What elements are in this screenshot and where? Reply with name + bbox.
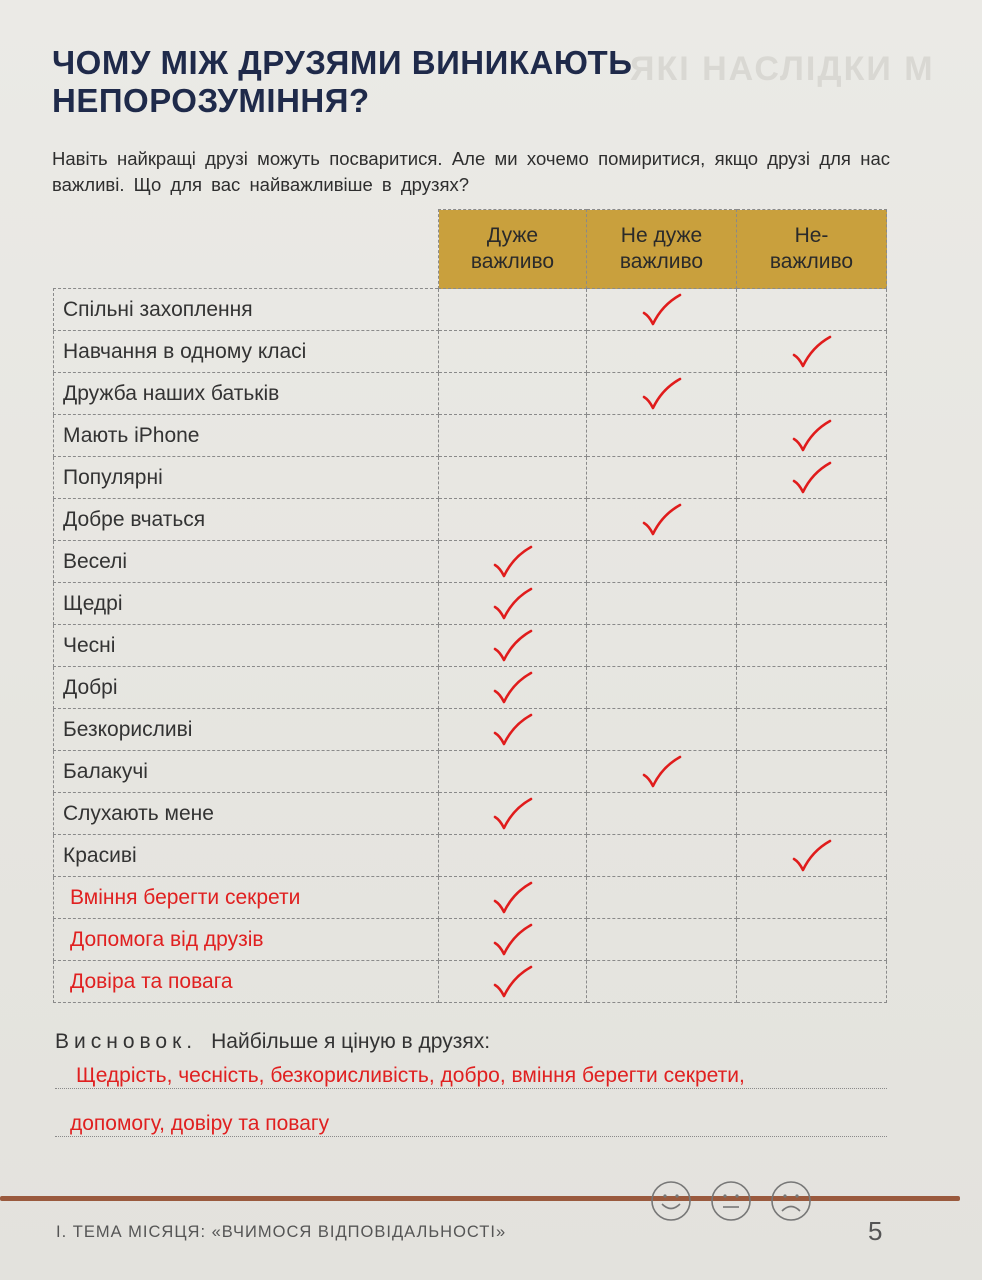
row-label: Спільні захоплення (54, 289, 439, 331)
table-header-row (54, 210, 887, 289)
cell-not-very-important[interactable] (587, 667, 737, 709)
table-row (54, 751, 887, 793)
row-label: Навчання в одному класі (54, 331, 439, 373)
cell-not-important[interactable] (737, 877, 887, 919)
cell-not-important[interactable] (737, 331, 887, 373)
cell-not-very-important[interactable] (587, 331, 737, 373)
table-row (54, 667, 887, 709)
table-row (54, 583, 887, 625)
cell-very-important[interactable] (439, 961, 587, 1003)
handwritten-row-label: Довіра та повага (54, 961, 439, 1003)
table-body (54, 289, 887, 1003)
bleed-through-text: ЯКІ НАСЛІДКИ М (630, 50, 935, 88)
cell-very-important[interactable] (439, 415, 587, 457)
cell-not-important[interactable] (737, 751, 887, 793)
cell-not-very-important[interactable] (587, 457, 737, 499)
sad-face-icon (770, 1180, 812, 1222)
cell-not-important[interactable] (737, 499, 887, 541)
row-label: Популярні (54, 457, 439, 499)
cell-not-important[interactable] (737, 415, 887, 457)
answer-text-line-1: Щедрість, чесність, безкорисливість, добро, вміння берегти секрети, (76, 1064, 745, 1087)
cell-very-important[interactable] (439, 373, 587, 415)
check-mark-icon (491, 543, 535, 581)
cell-not-important[interactable] (737, 583, 887, 625)
conclusion-question: Найбільше я ціную в друзях: (211, 1030, 491, 1053)
table-row (54, 541, 887, 583)
cell-not-very-important[interactable] (587, 751, 737, 793)
cell-very-important[interactable] (439, 289, 587, 331)
table-row (54, 415, 887, 457)
cell-not-important[interactable] (737, 373, 887, 415)
intro-text: Навіть найкращі друзі можуть посваритися. Але ми хочемо помиритися, якщо друзі для нас важливі. Що для вас найважливіше в друзях? (52, 148, 890, 195)
table-row (54, 373, 887, 415)
row-label: Красиві (54, 835, 439, 877)
friend-qualities-table (53, 209, 887, 1003)
cell-not-very-important[interactable] (587, 289, 737, 331)
row-label: Мають iPhone (54, 415, 439, 457)
check-mark-icon (491, 585, 535, 623)
handwritten-row-label: Допомога від друзів (54, 919, 439, 961)
check-mark-icon (790, 837, 834, 875)
check-mark-icon (491, 711, 535, 749)
cell-not-very-important[interactable] (587, 499, 737, 541)
row-label: Чесні (54, 625, 439, 667)
cell-not-very-important[interactable] (587, 835, 737, 877)
cell-very-important[interactable] (439, 625, 587, 667)
cell-very-important[interactable] (439, 793, 587, 835)
check-mark-icon (790, 459, 834, 497)
cell-very-important[interactable] (439, 541, 587, 583)
cell-very-important[interactable] (439, 331, 587, 373)
cell-not-important[interactable] (737, 961, 887, 1003)
cell-very-important[interactable] (439, 667, 587, 709)
cell-not-very-important[interactable] (587, 583, 737, 625)
check-mark-icon (491, 669, 535, 707)
cell-not-important[interactable] (737, 625, 887, 667)
cell-very-important[interactable] (439, 835, 587, 877)
table-row (54, 289, 887, 331)
check-mark-icon (640, 291, 684, 329)
cell-very-important[interactable] (439, 919, 587, 961)
check-mark-icon (790, 333, 834, 371)
check-mark-icon (640, 753, 684, 791)
table-row (54, 961, 887, 1003)
row-label: Балакучі (54, 751, 439, 793)
cell-not-important[interactable] (737, 709, 887, 751)
row-label: Безкорисливі (54, 709, 439, 751)
cell-very-important[interactable] (439, 499, 587, 541)
cell-very-important[interactable] (439, 709, 587, 751)
cell-not-important[interactable] (737, 457, 887, 499)
answer-text-line-2: допомогу, довіру та повагу (70, 1112, 330, 1135)
neutral-face-icon (710, 1180, 752, 1222)
row-label: Слухають мене (54, 793, 439, 835)
cell-not-very-important[interactable] (587, 961, 737, 1003)
cell-not-very-important[interactable] (587, 793, 737, 835)
page-number: 5 (868, 1216, 883, 1246)
cell-not-important[interactable] (737, 919, 887, 961)
table-row (54, 499, 887, 541)
column-header-not-important: Не- важливо (737, 210, 887, 289)
conclusion-keyword: Висновок. (55, 1030, 198, 1053)
conclusion-prompt (55, 1030, 490, 1054)
table-row (54, 877, 887, 919)
cell-very-important[interactable] (439, 877, 587, 919)
page-title (52, 44, 632, 120)
title-line-2: НЕПОРОЗУМІННЯ? (52, 82, 370, 119)
footer-theme: І. ТЕМА МІСЯЦЯ: «ВЧИМОСЯ ВІДПОВІДАЛЬНОСТІ» (56, 1223, 507, 1241)
title-line-1: ЧОМУ МІЖ ДРУЗЯМИ ВИНИКАЮТЬ (52, 44, 633, 81)
table-row (54, 625, 887, 667)
cell-very-important[interactable] (439, 751, 587, 793)
cell-not-very-important[interactable] (587, 625, 737, 667)
cell-not-important[interactable] (737, 793, 887, 835)
cell-not-very-important[interactable] (587, 877, 737, 919)
table-row (54, 919, 887, 961)
column-header-very-important: Дуже важливо (439, 210, 587, 289)
answer-line-2 (55, 1136, 887, 1137)
table-row (54, 331, 887, 373)
check-mark-icon (491, 921, 535, 959)
cell-not-important[interactable] (737, 541, 887, 583)
cell-very-important[interactable] (439, 457, 587, 499)
check-mark-icon (640, 501, 684, 539)
check-mark-icon (491, 795, 535, 833)
header-blank (54, 210, 439, 289)
row-label: Щедрі (54, 583, 439, 625)
check-mark-icon (491, 879, 535, 917)
check-mark-icon (640, 375, 684, 413)
table-row (54, 793, 887, 835)
check-mark-icon (491, 627, 535, 665)
footer-rule (0, 1196, 960, 1201)
check-mark-icon (790, 417, 834, 455)
row-label: Добрі (54, 667, 439, 709)
column-header-not-very-important: Не дуже важливо (587, 210, 737, 289)
smiling-face-icon (650, 1180, 692, 1222)
cell-not-important[interactable] (737, 835, 887, 877)
table-row (54, 709, 887, 751)
check-mark-icon (491, 963, 535, 1001)
mood-faces (650, 1180, 812, 1222)
handwritten-row-label: Вміння берегти секрети (54, 877, 439, 919)
cell-not-very-important[interactable] (587, 919, 737, 961)
row-label: Дружба наших батьків (54, 373, 439, 415)
table-row (54, 457, 887, 499)
cell-very-important[interactable] (439, 583, 587, 625)
cell-not-important[interactable] (737, 667, 887, 709)
row-label: Веселі (54, 541, 439, 583)
answer-line-1 (55, 1088, 887, 1089)
cell-not-very-important[interactable] (587, 709, 737, 751)
cell-not-very-important[interactable] (587, 373, 737, 415)
row-label: Добре вчаться (54, 499, 439, 541)
table-row (54, 835, 887, 877)
cell-not-very-important[interactable] (587, 415, 737, 457)
cell-not-very-important[interactable] (587, 541, 737, 583)
cell-not-important[interactable] (737, 289, 887, 331)
